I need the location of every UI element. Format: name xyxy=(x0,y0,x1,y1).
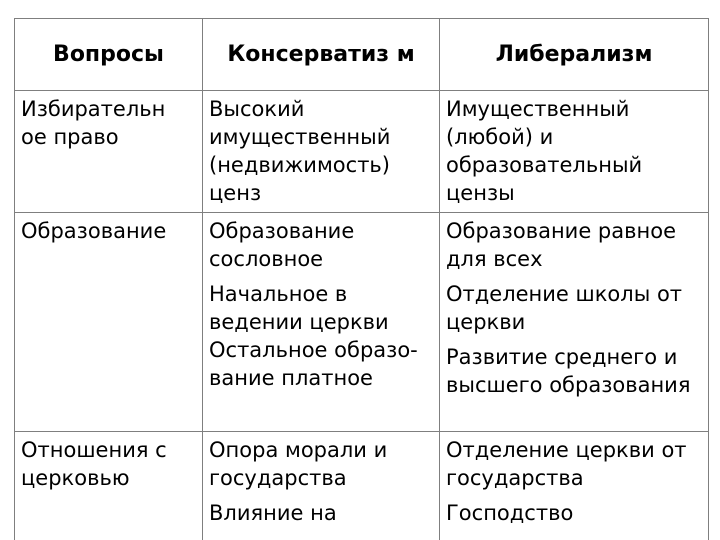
header-row xyxy=(15,19,709,91)
cell-text: Отделение школы от церкви xyxy=(446,282,683,334)
table-row xyxy=(15,91,709,213)
cell-text: Остальное образо-вание платное xyxy=(209,338,418,390)
row-question: Избирательн ое право xyxy=(15,91,203,213)
header-conservatism: Консерватиз м xyxy=(203,19,440,91)
header-questions: Вопросы xyxy=(15,19,203,91)
comparison-table xyxy=(14,18,709,540)
conservatism-cell xyxy=(203,91,440,213)
liberalism-cell xyxy=(440,432,709,540)
cell-text: Влияние на xyxy=(209,501,337,525)
cell-text: Опора морали и государства xyxy=(209,438,388,490)
cell-text: Высокий имущественный (недвижимость) ценз xyxy=(209,97,391,205)
row-question: Отношения с церковью xyxy=(15,432,203,540)
row-question: Образование xyxy=(15,213,203,432)
liberalism-cell xyxy=(440,91,709,213)
cell-text: Образование равное для всех xyxy=(446,219,676,271)
cell-text: Начальное в ведении церкви xyxy=(209,282,389,334)
table-row xyxy=(15,213,709,432)
liberalism-cell xyxy=(440,213,709,432)
conservatism-cell xyxy=(203,213,440,432)
header-liberalism: Либерализм xyxy=(440,19,709,91)
cell-text: Образование сословное xyxy=(209,219,355,271)
conservatism-cell xyxy=(203,432,440,540)
cell-text: Имущественный (любой) и образовательный цензы xyxy=(446,97,643,205)
cell-text: Господство xyxy=(446,501,574,525)
cell-text: Отделение церкви от государства xyxy=(446,438,687,490)
table-row xyxy=(15,432,709,540)
cell-text: Развитие среднего и высшего образования xyxy=(446,345,691,397)
